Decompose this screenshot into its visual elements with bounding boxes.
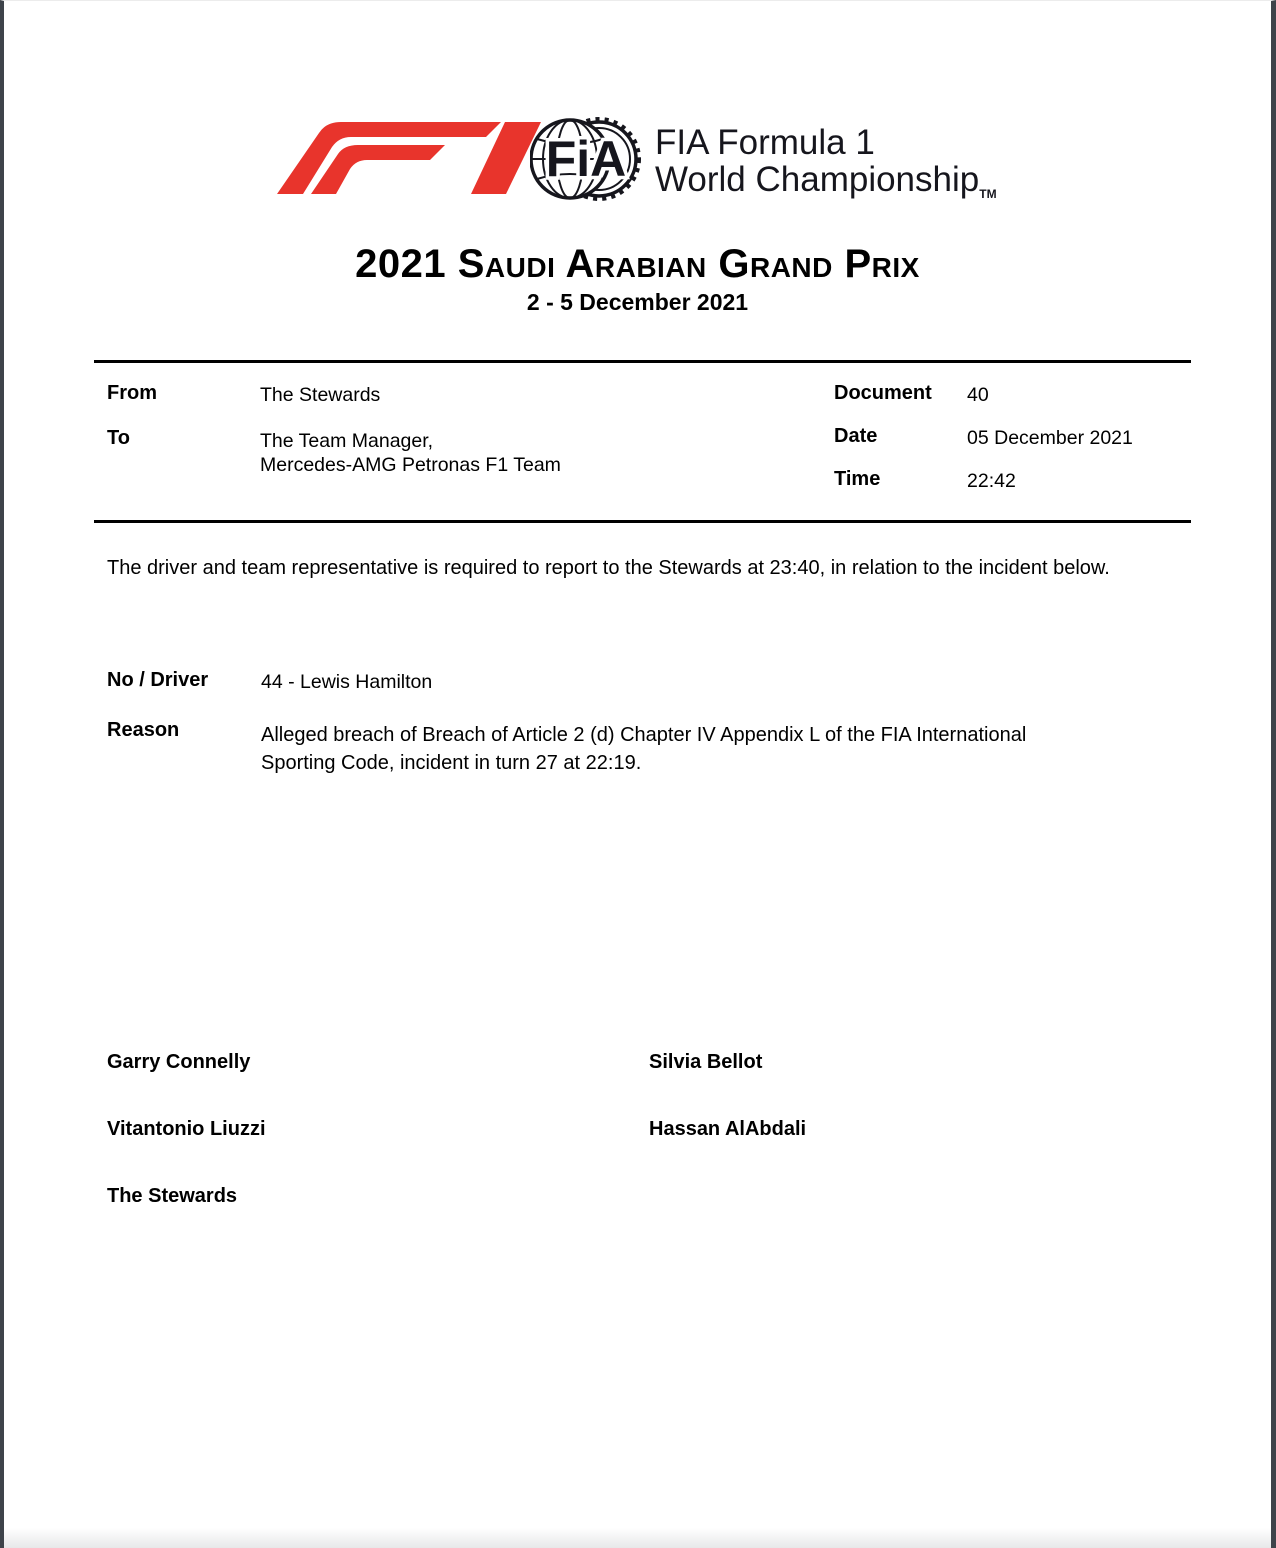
to-label: To bbox=[107, 427, 130, 449]
no-driver-value: 44 - Lewis Hamilton bbox=[261, 671, 433, 693]
steward-signature: Vitantonio Liuzzi bbox=[107, 1118, 266, 1140]
from-label: From bbox=[107, 382, 157, 404]
fia-emblem-letters: FiA bbox=[545, 131, 627, 187]
to-value-line1: The Team Manager, bbox=[260, 430, 434, 452]
steward-signature: Silvia Bellot bbox=[649, 1051, 763, 1073]
fia-emblem-icon bbox=[530, 117, 642, 201]
to-value-line2: Mercedes-AMG Petronas F1 Team bbox=[260, 454, 561, 476]
steward-signature: Garry Connelly bbox=[107, 1051, 251, 1073]
date-value: 05 December 2021 bbox=[967, 427, 1133, 449]
page-title: 2021 Saudi Arabian Grand Prix bbox=[355, 242, 920, 286]
divider-bottom bbox=[94, 520, 1191, 523]
wordmark-line2: World ChampionshipTM bbox=[655, 161, 997, 206]
no-driver-label: No / Driver bbox=[107, 669, 209, 691]
time-value: 22:42 bbox=[967, 470, 1016, 492]
page-bottom-shadow bbox=[4, 1528, 1271, 1548]
document-label: Document bbox=[834, 382, 932, 404]
from-value: The Stewards bbox=[260, 384, 381, 406]
to-value bbox=[260, 429, 561, 477]
event-dates: 2 - 5 December 2021 bbox=[526, 289, 749, 315]
divider-top bbox=[94, 360, 1191, 363]
steward-signature: Hassan AlAbdali bbox=[649, 1118, 807, 1140]
reason-label: Reason bbox=[107, 719, 180, 741]
f1-logo-icon bbox=[277, 122, 543, 194]
date-label: Date bbox=[834, 425, 878, 447]
reason-value: Alleged breach of Breach of Article 2 (d) Chapter IV Appendix L of the FIA International Sporting Code, incident in turn 27 at 22:19. bbox=[261, 724, 1027, 774]
summons-paragraph: The driver and team representative is required to report to the Stewards at 23:40, in relation to the incident below. bbox=[107, 557, 1110, 579]
trademark-symbol: TM bbox=[979, 187, 997, 201]
logo-wordmark bbox=[655, 124, 997, 206]
signature-footer: The Stewards bbox=[107, 1185, 238, 1207]
time-label: Time bbox=[834, 468, 881, 490]
wordmark-line1: FIA Formula 1 bbox=[655, 123, 875, 162]
document-number: 40 bbox=[967, 384, 989, 406]
